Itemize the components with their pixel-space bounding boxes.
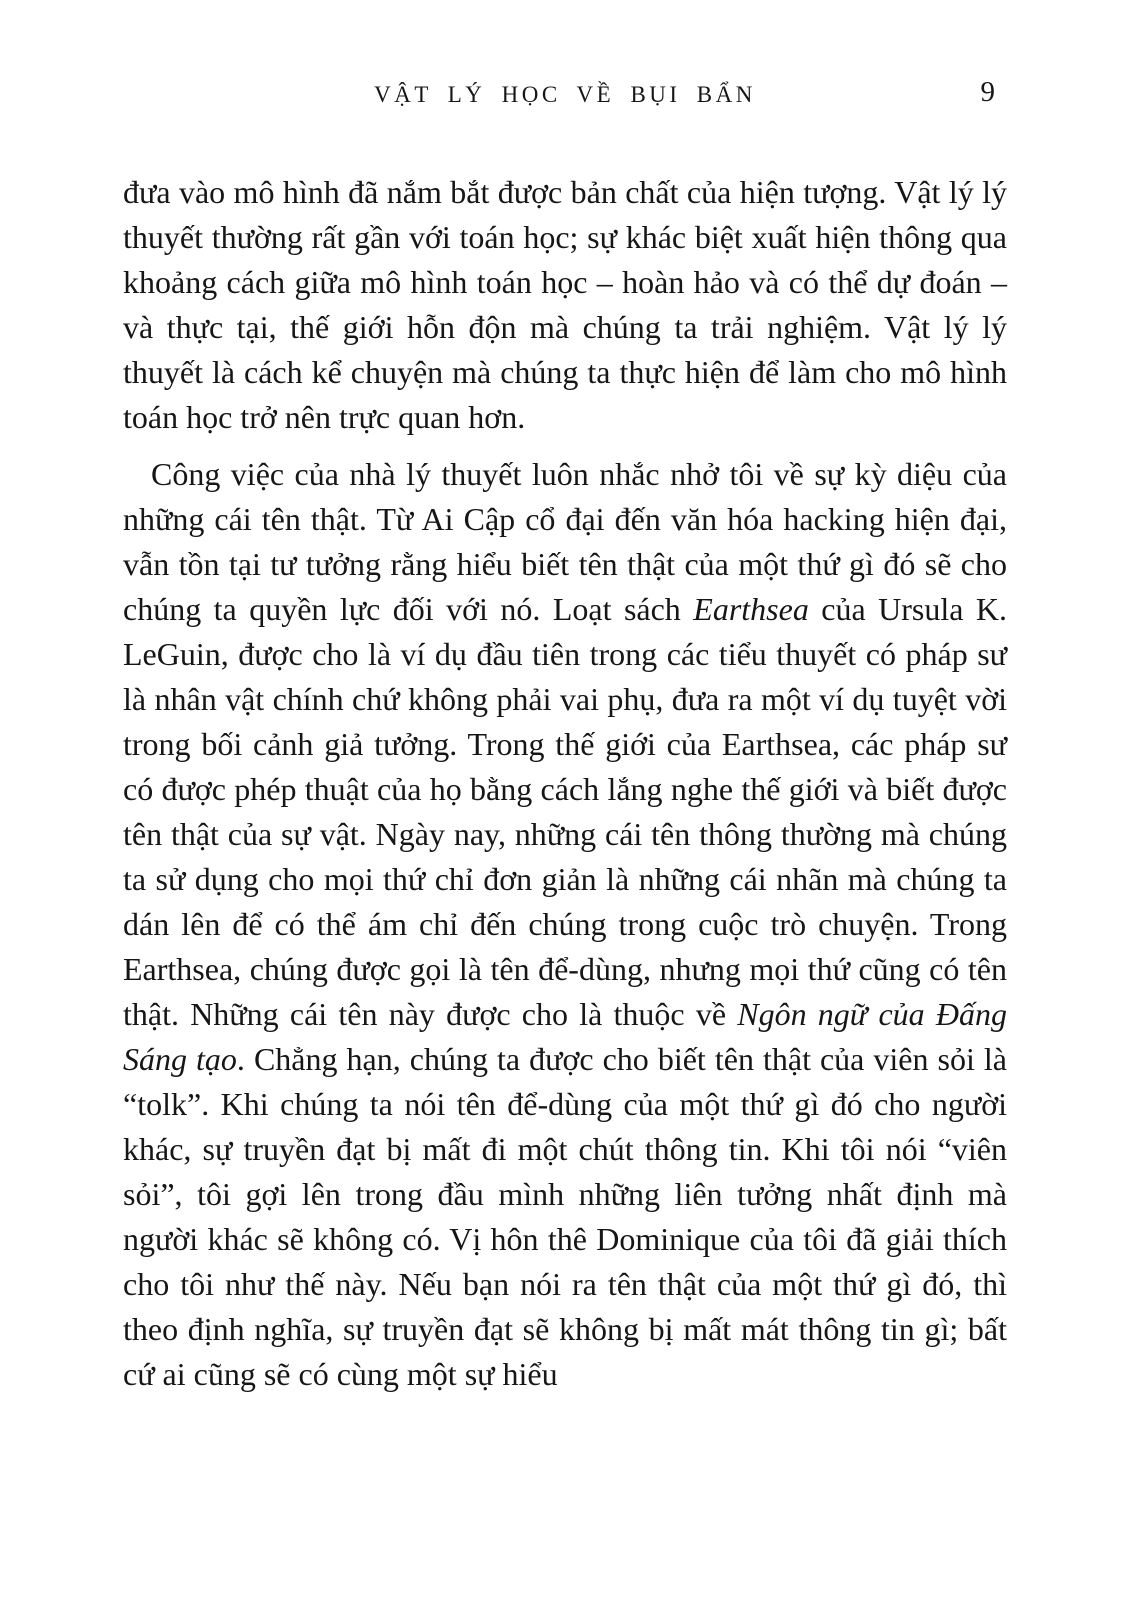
text-run: . Chẳng hạn, chúng ta được cho biết tên thật của viên sỏi là “tolk”. Khi chúng ta nói tên để-dùng của một thứ gì đó cho người khác, sự truyền đạt bị mất đi một chút thông tin. Khi tôi nói “viên sỏi”, tôi gợi lên trong đầu mình những liên tưởng nhất định mà người khác sẽ không có. Vị hôn thê Dominique của tôi đã giải thích cho tôi như thế này. Nếu bạn nói ra tên thật của một thứ gì đó, thì theo định nghĩa, sự truyền đạt sẽ không bị mất mát thông tin gì; bất cứ ai cũng sẽ có cùng một sự hiểu bbox=[123, 1041, 1008, 1392]
paragraph bbox=[123, 452, 1007, 1397]
italic-text-run: Earthsea bbox=[693, 591, 809, 627]
body-text bbox=[123, 170, 1007, 1397]
text-run: của Ursula K. LeGuin, được cho là ví dụ đầu tiên trong các tiểu thuyết có pháp sư là nhân vật chính chứ không phải vai phụ, đưa ra một ví dụ tuyệt vời trong bối cảnh giả tưởng. Trong thế giới của Earthsea, các pháp sư có được phép thuật của họ bằng cách lắng nghe thế giới và biết được tên thật của sự vật. Ngày nay, những cái tên thông thường mà chúng ta sử dụng cho mọi thứ chỉ đơn giản là những cái nhãn mà chúng ta dán lên để có thể ám chỉ đến chúng trong cuộc trò chuyện. Trong Earthsea, chúng được gọi là tên để-dùng, nhưng mọi thứ cũng có tên thật. Những cái tên này được cho là thuộc về bbox=[123, 591, 1008, 1032]
italic-text-run: Ngôn ngữ của Đấng Sáng tạo bbox=[123, 996, 1008, 1077]
text-run: đưa vào mô hình đã nắm bắt được bản chất của hiện tượng. Vật lý lý thuyết thường rất gần với toán học; sự khác biệt xuất hiện thông qua khoảng cách giữa mô hình toán học – hoàn hảo và có thể dự đoán – và thực tại, thế giới hỗn độn mà chúng ta trải nghiệm. Vật lý lý thuyết là cách kể chuyện mà chúng ta thực hiện để làm cho mô hình toán học trở nên trực quan hơn. bbox=[123, 174, 1007, 435]
paragraph bbox=[123, 170, 1007, 440]
page-number: 9 bbox=[980, 76, 995, 108]
text-run: Công việc của nhà lý thuyết luôn nhắc nhở tôi về sự kỳ diệu của những cái tên thật. Từ Ai Cập cổ đại đến văn hóa hacking hiện đại, vẫn tồn tại tư tưởng rằng hiểu biết tên thật của một thứ gì đó sẽ cho chúng ta quyền lực đối với nó. Loạt sách bbox=[123, 456, 1007, 627]
page-header bbox=[123, 76, 1007, 116]
running-title: VẬT LÝ HỌC VỀ BỤI BẨN bbox=[374, 82, 756, 107]
